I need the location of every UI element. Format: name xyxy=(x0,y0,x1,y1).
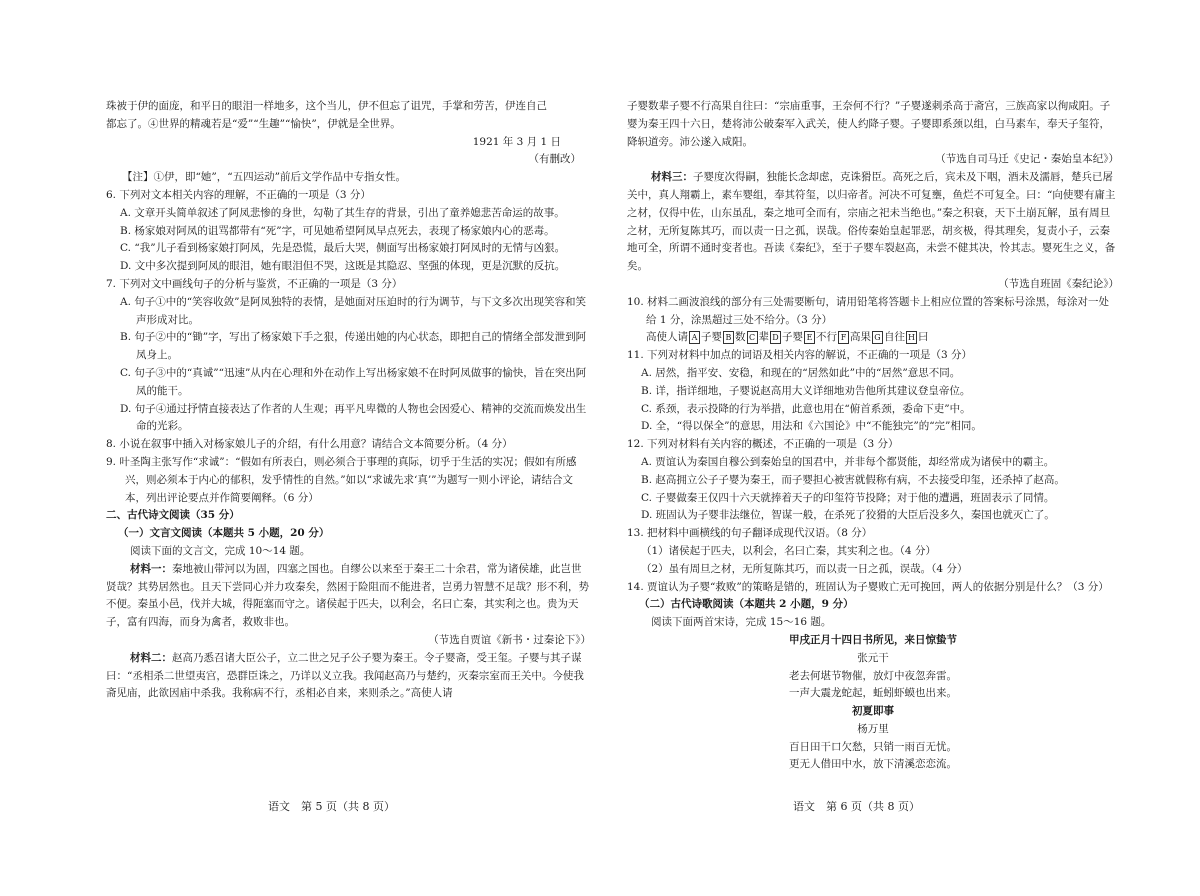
revised-note: （有删改） xyxy=(528,153,581,166)
question-7-option: D. 句子④通过抒情直接表达了作者的人生观；再平凡卑微的人物也会因爱心、精神的交流而焕发出生命的光彩。 xyxy=(120,402,587,433)
question-11-option: B. 详，指详细地，子婴说赵高用大义详细地劝告他所其建议登皇帝位。 xyxy=(641,384,971,397)
poem-2-line: 百日田干口欠愁，只销一雨百无忧。 xyxy=(789,740,957,753)
question-8: 8. 小说在叙事中插入对杨家娘儿子的介绍，有什么用意？请结合文本简要分析。（4 分） xyxy=(106,438,513,451)
left-page xyxy=(106,98,591,703)
segment-text: 子婴 xyxy=(782,331,803,344)
subsection-heading: （二）古代诗歌阅读（本题共 2 小题，9 分） xyxy=(639,598,854,611)
section-instruction: 阅读下面两首宋诗，完成 15～16 题。 xyxy=(651,616,832,629)
page-footer-left: 语文 第 5 页（共 8 页） xyxy=(268,800,395,813)
break-box-e[interactable]: E xyxy=(804,331,815,344)
material-2-continued: 子婴数辈子婴不行高果自往曰：“宗庙重事，王奈何不行？”子婴遂刺杀高于斋宫，三族高家以徇咸阳。子婴为秦王四十六日，楚将沛公破秦军入武关，使人约降子婴。子婴即系颈以组，白马素车，奉天子玺符，降轵道旁。沛公遂入咸阳。 xyxy=(627,100,1111,148)
break-box-f[interactable]: F xyxy=(838,331,849,344)
material-2-source: （节选自司马迁《史记・秦始皇本纪》） xyxy=(935,153,1119,166)
break-box-b[interactable]: B xyxy=(723,331,734,344)
segment-text: 曰 xyxy=(918,331,929,344)
question-11-option: D. 全，“得以保全”的意思，用法和《六国论》中“不能独完”的“完”相同。 xyxy=(641,420,982,433)
poem-2-line: 更无人借田中水，放下清溪恋恋流。 xyxy=(789,758,957,771)
question-9: 9. 叶圣陶主张写作“求诚”：“假如有所表白，则必须合于事理的真际，切乎于生活的实况；假如有所感兴，则必须本于内心的郁积，发乎情性的自然。”如以“求诚先求‘真’”为题写一则小评论，请结合文本，列出评论要点并作简要阐释。（6 分） xyxy=(106,455,577,504)
segment-text: 子婴 xyxy=(701,331,722,344)
material-3-text: 子婴度次得嗣，独能长念却虑，克诛猾臣。高死之后，宾未及下咽，酒未及濡唇，楚兵已屠关中，真人翔霸上，素车婴组，奉其符玺，以归帝者。河决不可复壅，鱼烂不可复全。曰：“向使婴有庸主之材，仅得中佐，山东虽乱，秦之地可全而有，宗庙之祀未当绝也。”秦之积衰，天下土崩瓦解，虽有周旦之材，无所复陈其巧，而以责一日之孤，误哉。俗传秦始皇起罪恶，胡亥极，得其理矣，复责小子，云秦地可全，所谓不通时变者也。吾读《秦纪》，至于子婴车裂赵高，未尝不健其决，怜其志。婴死生之义，备矣。 xyxy=(627,171,1116,273)
passage-line: 珠被于伊的面庞，和平日的眼泪一样地多，这个当儿，伊不但忘了诅咒，手掌和劳苦，伊连自己 xyxy=(106,100,547,112)
question-14: 14. 贾谊认为子婴“救败”的策略是错的，班固认为子婴败亡无可挽回，两人的依据分别是什么？（3 分） xyxy=(627,580,1109,593)
question-13-item: （1）诸侯起于匹夫，以利会，名曰亡秦，其实利之也。（4 分） xyxy=(641,544,936,557)
poem-1-title: 甲戌正月十四日书所见，来日惊蛰节 xyxy=(789,633,957,646)
material-3-label: 材料三： xyxy=(651,171,693,184)
question-7-option: B. 句子②中的“锄”字，写出了杨家娘下手之狠，传递出她的内心状态，即把自己的情绪全部发泄到阿凤身上。 xyxy=(120,331,587,362)
footnote: 【注】①伊，即“她”，“五四运动”前后文学作品中专指女性。 xyxy=(122,171,406,184)
poem-1-author: 张元干 xyxy=(857,651,889,664)
material-3-source: （节选自班固《秦纪论》） xyxy=(998,277,1119,290)
question-11-option: C. 系颈，表示投降的行为举措，此意也用在“俯首系颈，委命下吏”中。 xyxy=(641,402,971,415)
break-box-a[interactable]: A xyxy=(689,331,700,344)
question-6-option: A. 文章开头简单叙述了阿凤悲惨的身世，勾勒了其生存的背景，引出了童养媳悲苦命运的故事。 xyxy=(120,206,565,219)
question-11-stem: 11. 下列对材料中加点的词语及相关内容的解说，不正确的一项是（3 分） xyxy=(627,349,973,362)
question-7-option: C. 句子③中的“真诚”“迅速”从内在心理和外在动作上写出杨家娘不在时阿凤做事的愉快，旨在突出阿凤的能干。 xyxy=(120,366,587,397)
subsection-heading: （一）文言文阅读（本题共 5 小题，20 分） xyxy=(118,527,330,540)
break-box-d[interactable]: D xyxy=(770,331,781,344)
question-10-sentence xyxy=(627,329,1119,347)
segment-text: 数 xyxy=(735,331,746,344)
question-13-stem: 13. 把材料中画横线的句子翻译成现代汉语。（8 分） xyxy=(627,527,873,540)
question-13-item: （2）虽有周旦之材，无所复陈其巧，而以责一日之孤，误哉。（4 分） xyxy=(641,562,968,575)
segment-text: 不行 xyxy=(816,331,837,344)
question-12-option: C. 子婴做秦王仅四十六天就捧着天子的印玺符节投降；对于他的遭遇，班固表示了同情。 xyxy=(641,491,1055,504)
material-3 xyxy=(627,169,1119,276)
passage-date: 1921 年 3 月 1 日 xyxy=(472,135,561,148)
poem-2-title: 初夏即事 xyxy=(852,705,894,718)
question-7-option: A. 句子①中的“笑容收敛”是阿凤独特的表情，是她面对压迫时的行为调节，与下文多次出现笑容和笑声形成对比。 xyxy=(120,295,586,326)
section-instruction: 阅读下面的文言文，完成 10～14 题。 xyxy=(130,544,311,557)
question-6-option: D. 文中多次提到阿凤的眼泪，她有眼泪但不哭，这既是其隐忍、坚强的体现，更是沉默的反抗。 xyxy=(120,260,566,273)
section-heading: 二、古代诗文阅读（35 分） xyxy=(106,509,240,522)
question-10-prefix: 高使人请 xyxy=(646,331,688,344)
question-11-option: A. 居然，指平安、安稳，和现在的“居然如此”中的“居然”意思不同。 xyxy=(641,366,961,379)
question-10-stem: 10. 材料二画波浪线的部分有三处需要断句，请用铅笔将答题卡上相应位置的答案标号涂黑，每涂对一处给 1 分，涂黑超过三处不给分。（3 分） xyxy=(627,295,1110,326)
poem-1-line: 一声大震龙蛇起，蚯蚓虾蟆也出来。 xyxy=(789,687,957,700)
page-footer-right: 语文 第 6 页（共 8 页） xyxy=(793,800,920,813)
passage-line: 都忘了。④世界的精魂若是“爱”“生趣”“愉快”，伊就是全世界。 xyxy=(106,117,401,130)
break-box-h[interactable]: H xyxy=(906,331,917,344)
material-2 xyxy=(106,650,591,703)
material-1-label: 材料一： xyxy=(130,562,172,575)
question-12-option: D. 班固认为子婴非法继位，智谋一般，在杀死了狡猾的大臣后没多久，秦国也就灭亡了。 xyxy=(641,509,1055,522)
question-12-option: A. 贾谊认为秦国自穆公到秦始皇的国君中，并非每个都贤能，却经常成为诸侯中的霸主。 xyxy=(641,455,1055,468)
break-box-c[interactable]: C xyxy=(747,331,758,344)
question-12-stem: 12. 下列对材料有关内容的概述，不正确的一项是（3 分） xyxy=(627,438,899,451)
material-1-source: （节选自贾谊《新书・过秦论下》） xyxy=(428,633,591,646)
material-1 xyxy=(106,561,591,632)
segment-text: 辈 xyxy=(758,331,769,344)
question-7-stem: 7. 下列对文中画线句子的分析与鉴赏，不正确的一项是（3 分） xyxy=(106,277,403,290)
break-box-g[interactable]: G xyxy=(872,331,883,344)
question-6-option: B. 杨家娘对阿凤的诅骂都带有“死”字，可见她希望阿凤早点死去，表现了杨家娘内心的恶毒。 xyxy=(120,224,555,237)
material-2-label: 材料二： xyxy=(130,651,172,664)
material-1-text: 秦地被山带河以为固，四塞之国也。自缪公以来至于秦王二十余君，常为诸侯雄，此岂世贤哉？其势居然也。且天下尝同心并力攻秦矣，然困于险阻而不能进者，岂勇力智慧不足哉？形不利，势不便。秦虽小邑，伐并大城，得阨塞而守之。诸侯起于匹夫，以利会，名曰亡秦，其实利之也。贵为天子，富有四海，而身为禽者，救败非也。 xyxy=(106,562,589,629)
poem-1-line: 老去何堪节物催，放灯中夜忽奔雷。 xyxy=(789,669,957,682)
segment-text: 高果 xyxy=(850,331,871,344)
question-6-stem: 6. 下列对文本相关内容的理解，不正确的一项是（3 分） xyxy=(106,188,371,201)
question-12-option: B. 赵高拥立公子子婴为秦王，而子婴担心被害就假称有病，不去接受印玺，还杀掉了赵高。 xyxy=(641,473,1065,486)
question-6-option: C. “我”儿子看到杨家娘打阿凤，先是恐慌，最后大哭，侧面写出杨家娘打阿凤时的无情与凶狠。 xyxy=(120,242,566,255)
poem-2-author: 杨万里 xyxy=(857,722,889,735)
right-page xyxy=(627,98,1119,774)
segment-text: 自往 xyxy=(884,331,905,344)
material-2-text: 赵高乃悉召诸大臣公子，立二世之兄子公子婴为秦王。令子婴斋，受王玺。子婴与其子谋曰：“丞相杀二世望夷宫，恐群臣诛之，乃详以义立我。我闻赵高乃与楚约，灭秦宗室而王关中。今使我斋见庙，此欲因庙中杀我。我称病不行，丞相必自来，来则杀之。”高使人请 xyxy=(106,651,584,700)
